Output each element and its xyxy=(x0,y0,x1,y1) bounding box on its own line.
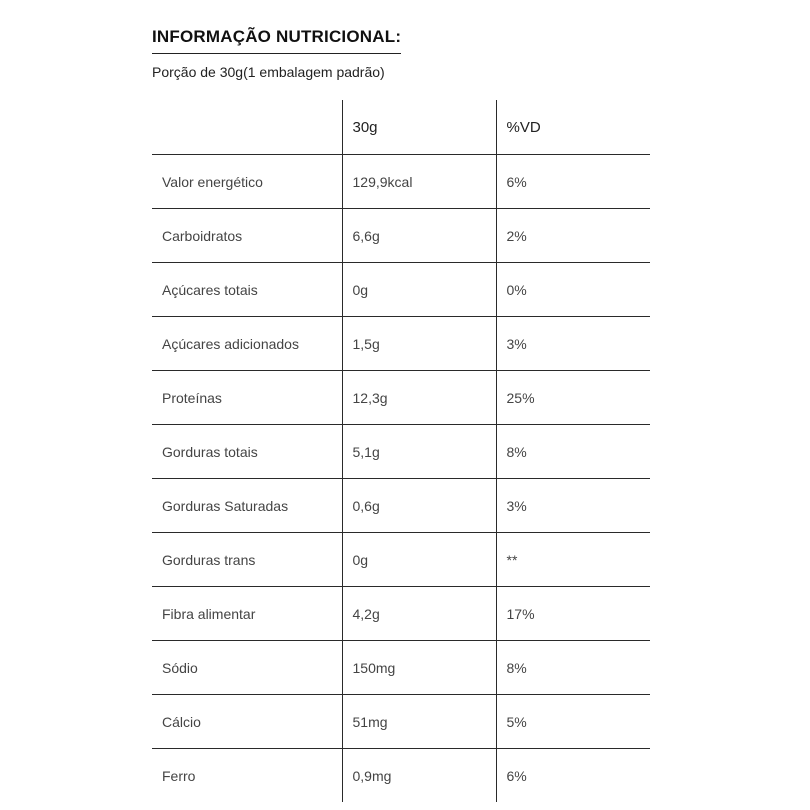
header-daily-value: %VD xyxy=(496,100,650,155)
nutrient-amount: 1,5g xyxy=(342,317,496,371)
nutrient-amount: 0,9mg xyxy=(342,749,496,803)
nutrient-name: Cálcio xyxy=(152,695,342,749)
header-nutrient xyxy=(152,100,342,155)
nutrient-amount: 129,9kcal xyxy=(342,155,496,209)
nutrient-daily-value: 0% xyxy=(496,263,650,317)
nutrient-amount: 5,1g xyxy=(342,425,496,479)
nutrient-name: Valor energético xyxy=(152,155,342,209)
table-row xyxy=(152,695,650,749)
table-row xyxy=(152,155,650,209)
nutrient-amount: 51mg xyxy=(342,695,496,749)
nutrient-daily-value: 2% xyxy=(496,209,650,263)
nutrient-name: Proteínas xyxy=(152,371,342,425)
nutrient-name: Fibra alimentar xyxy=(152,587,342,641)
table-row xyxy=(152,533,650,587)
nutrient-daily-value: 6% xyxy=(496,155,650,209)
nutrient-name: Gorduras Saturadas xyxy=(152,479,342,533)
nutrient-name: Açúcares totais xyxy=(152,263,342,317)
nutrient-name: Açúcares adicionados xyxy=(152,317,342,371)
nutrient-daily-value: ** xyxy=(496,533,650,587)
nutrient-amount: 4,2g xyxy=(342,587,496,641)
nutrient-name: Ferro xyxy=(162,767,196,784)
nutrient-amount: 0g xyxy=(342,263,496,317)
nutrient-daily-value: 3% xyxy=(496,479,650,533)
table-row xyxy=(152,209,650,263)
table-row xyxy=(152,371,650,425)
header-amount: 30g xyxy=(342,100,496,155)
portion-size: Porção de 30g(1 embalagem padrão) xyxy=(152,64,385,80)
nutrition-table xyxy=(152,100,650,802)
nutrient-daily-value: 8% xyxy=(496,641,650,695)
table-header-row xyxy=(152,100,650,155)
nutrient-name: Gorduras totais xyxy=(152,425,342,479)
nutrient-daily-value: 8% xyxy=(496,425,650,479)
nutrient-daily-value: 25% xyxy=(496,371,650,425)
nutrient-amount: 6,6g xyxy=(342,209,496,263)
nutrient-daily-value: 6% xyxy=(496,749,650,803)
table-row xyxy=(152,749,650,803)
table-row xyxy=(152,587,650,641)
nutrient-amount: 12,3g xyxy=(342,371,496,425)
table-row xyxy=(152,425,650,479)
table-row xyxy=(152,263,650,317)
nutrient-amount: 0,6g xyxy=(342,479,496,533)
nutrient-amount: 150mg xyxy=(342,641,496,695)
table-row xyxy=(152,317,650,371)
nutrient-name: Sódio xyxy=(152,641,342,695)
nutrient-name: Carboidratos xyxy=(152,209,342,263)
table-row xyxy=(152,479,650,533)
page-title: INFORMAÇÃO NUTRICIONAL: xyxy=(152,27,401,54)
nutrient-name: Gorduras trans xyxy=(152,533,342,587)
table-row xyxy=(152,641,650,695)
nutrient-daily-value: 17% xyxy=(496,587,650,641)
nutrient-amount: 0g xyxy=(342,533,496,587)
nutrient-daily-value: 5% xyxy=(496,695,650,749)
nutrient-daily-value: 3% xyxy=(496,317,650,371)
